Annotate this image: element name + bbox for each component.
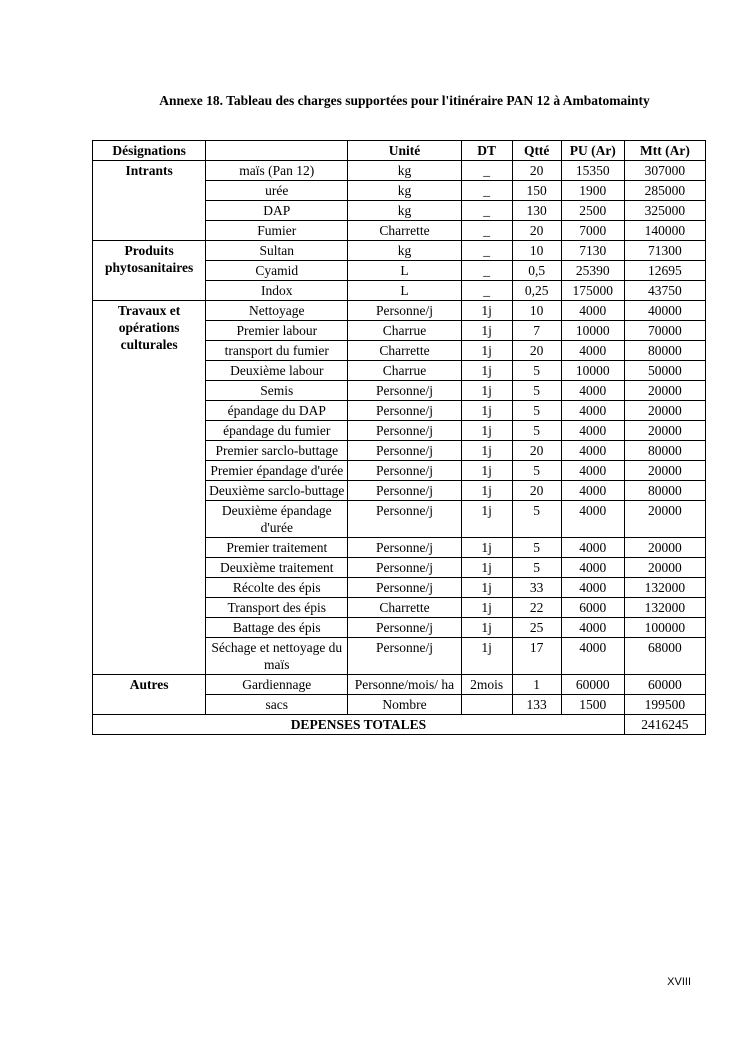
mtt-cell: 80000 bbox=[624, 481, 705, 501]
qtte-cell: 0,25 bbox=[512, 281, 561, 301]
pu-cell: 4000 bbox=[561, 638, 624, 675]
pu-cell: 10000 bbox=[561, 321, 624, 341]
unite-cell: kg bbox=[348, 161, 461, 181]
pu-cell: 4000 bbox=[561, 301, 624, 321]
dt-cell: 1j bbox=[461, 441, 512, 461]
document-title: Annexe 18. Tableau des charges supportées pour l'itinéraire PAN 12 à Ambatomainty bbox=[159, 93, 650, 108]
unite-cell: Charrette bbox=[348, 221, 461, 241]
total-value: 2416245 bbox=[624, 715, 705, 735]
dt-cell: _ bbox=[461, 221, 512, 241]
designation-cell: DAP bbox=[206, 201, 348, 221]
total-row bbox=[93, 715, 706, 735]
designation-cell: sacs bbox=[206, 695, 348, 715]
pu-cell: 4000 bbox=[561, 441, 624, 461]
mtt-cell: 80000 bbox=[624, 341, 705, 361]
pu-cell: 4000 bbox=[561, 538, 624, 558]
qtte-cell: 20 bbox=[512, 441, 561, 461]
designation-cell: Battage des épis bbox=[206, 618, 348, 638]
qtte-cell: 20 bbox=[512, 481, 561, 501]
unite-cell: Charrette bbox=[348, 341, 461, 361]
qtte-cell: 1 bbox=[512, 675, 561, 695]
mtt-cell: 43750 bbox=[624, 281, 705, 301]
dt-cell: 1j bbox=[461, 321, 512, 341]
pu-cell: 4000 bbox=[561, 558, 624, 578]
designation-cell: urée bbox=[206, 181, 348, 201]
mtt-cell: 20000 bbox=[624, 381, 705, 401]
qtte-cell: 5 bbox=[512, 558, 561, 578]
designation-cell: Transport des épis bbox=[206, 598, 348, 618]
page-number: XVIII bbox=[667, 976, 691, 988]
qtte-cell: 5 bbox=[512, 361, 561, 381]
mtt-cell: 70000 bbox=[624, 321, 705, 341]
pu-cell: 4000 bbox=[561, 481, 624, 501]
qtte-cell: 20 bbox=[512, 161, 561, 181]
mtt-cell: 20000 bbox=[624, 421, 705, 441]
unite-cell: Personne/mois/ ha bbox=[348, 675, 461, 695]
qtte-cell: 10 bbox=[512, 241, 561, 261]
qtte-cell: 5 bbox=[512, 501, 561, 538]
table-row bbox=[93, 241, 706, 261]
designation-cell: Cyamid bbox=[206, 261, 348, 281]
unite-cell: Personne/j bbox=[348, 501, 461, 538]
designation-cell: épandage du fumier bbox=[206, 421, 348, 441]
pu-cell: 60000 bbox=[561, 675, 624, 695]
dt-cell: 1j bbox=[461, 578, 512, 598]
pu-cell: 2500 bbox=[561, 201, 624, 221]
total-label: DEPENSES TOTALES bbox=[93, 715, 625, 735]
unite-cell: Personne/j bbox=[348, 558, 461, 578]
dt-cell: 1j bbox=[461, 638, 512, 675]
pu-cell: 4000 bbox=[561, 401, 624, 421]
category-cell: Travaux et opérations culturales bbox=[93, 301, 206, 675]
mtt-cell: 68000 bbox=[624, 638, 705, 675]
mtt-cell: 20000 bbox=[624, 401, 705, 421]
mtt-cell: 80000 bbox=[624, 441, 705, 461]
pu-cell: 4000 bbox=[561, 578, 624, 598]
pu-cell: 4000 bbox=[561, 618, 624, 638]
mtt-cell: 100000 bbox=[624, 618, 705, 638]
dt-cell: _ bbox=[461, 281, 512, 301]
unite-cell: L bbox=[348, 281, 461, 301]
dt-cell: 1j bbox=[461, 421, 512, 441]
table-row bbox=[93, 675, 706, 695]
header-qtte: Qtté bbox=[512, 141, 561, 161]
qtte-cell: 5 bbox=[512, 401, 561, 421]
unite-cell: Personne/j bbox=[348, 421, 461, 441]
unite-cell: Personne/j bbox=[348, 381, 461, 401]
dt-cell: 1j bbox=[461, 598, 512, 618]
pu-cell: 4000 bbox=[561, 341, 624, 361]
header-dt: DT bbox=[461, 141, 512, 161]
mtt-cell: 325000 bbox=[624, 201, 705, 221]
designation-cell: Nettoyage bbox=[206, 301, 348, 321]
dt-cell: _ bbox=[461, 161, 512, 181]
dt-cell: 1j bbox=[461, 341, 512, 361]
qtte-cell: 22 bbox=[512, 598, 561, 618]
unite-cell: Charrue bbox=[348, 321, 461, 341]
unite-cell: Charrue bbox=[348, 361, 461, 381]
table-header-row bbox=[93, 141, 706, 161]
table-row bbox=[93, 301, 706, 321]
unite-cell: Personne/j bbox=[348, 638, 461, 675]
pu-cell: 7000 bbox=[561, 221, 624, 241]
designation-cell: Gardiennage bbox=[206, 675, 348, 695]
designation-cell: transport du fumier bbox=[206, 341, 348, 361]
dt-cell: 1j bbox=[461, 361, 512, 381]
header-blank bbox=[206, 141, 348, 161]
designation-cell: Sultan bbox=[206, 241, 348, 261]
mtt-cell: 20000 bbox=[624, 538, 705, 558]
unite-cell: Personne/j bbox=[348, 401, 461, 421]
designation-cell: Deuxième labour bbox=[206, 361, 348, 381]
qtte-cell: 150 bbox=[512, 181, 561, 201]
unite-cell: Personne/j bbox=[348, 461, 461, 481]
unite-cell: Personne/j bbox=[348, 578, 461, 598]
designation-cell: épandage du DAP bbox=[206, 401, 348, 421]
dt-cell: _ bbox=[461, 201, 512, 221]
dt-cell: 1j bbox=[461, 618, 512, 638]
mtt-cell: 132000 bbox=[624, 598, 705, 618]
mtt-cell: 307000 bbox=[624, 161, 705, 181]
category-cell: Intrants bbox=[93, 161, 206, 241]
designation-cell: maïs (Pan 12) bbox=[206, 161, 348, 181]
qtte-cell: 10 bbox=[512, 301, 561, 321]
dt-cell: _ bbox=[461, 261, 512, 281]
designation-cell: Indox bbox=[206, 281, 348, 301]
dt-cell: 1j bbox=[461, 501, 512, 538]
qtte-cell: 5 bbox=[512, 381, 561, 401]
dt-cell: 2mois bbox=[461, 675, 512, 695]
mtt-cell: 20000 bbox=[624, 558, 705, 578]
designation-cell: Récolte des épis bbox=[206, 578, 348, 598]
unite-cell: Personne/j bbox=[348, 481, 461, 501]
designation-cell: Deuxième épandage d'urée bbox=[206, 501, 348, 538]
mtt-cell: 132000 bbox=[624, 578, 705, 598]
pu-cell: 1900 bbox=[561, 181, 624, 201]
designation-cell: Semis bbox=[206, 381, 348, 401]
dt-cell: 1j bbox=[461, 381, 512, 401]
qtte-cell: 0,5 bbox=[512, 261, 561, 281]
header-pu: PU (Ar) bbox=[561, 141, 624, 161]
pu-cell: 25390 bbox=[561, 261, 624, 281]
unite-cell: Personne/j bbox=[348, 301, 461, 321]
pu-cell: 1500 bbox=[561, 695, 624, 715]
qtte-cell: 5 bbox=[512, 461, 561, 481]
pu-cell: 4000 bbox=[561, 381, 624, 401]
dt-cell: 1j bbox=[461, 538, 512, 558]
dt-cell: 1j bbox=[461, 401, 512, 421]
charges-table bbox=[92, 140, 706, 735]
mtt-cell: 140000 bbox=[624, 221, 705, 241]
category-cell: Produits phytosanitaires bbox=[93, 241, 206, 301]
dt-cell: _ bbox=[461, 241, 512, 261]
pu-cell: 10000 bbox=[561, 361, 624, 381]
mtt-cell: 199500 bbox=[624, 695, 705, 715]
unite-cell: Personne/j bbox=[348, 538, 461, 558]
table-row bbox=[93, 161, 706, 181]
pu-cell: 6000 bbox=[561, 598, 624, 618]
pu-cell: 175000 bbox=[561, 281, 624, 301]
pu-cell: 4000 bbox=[561, 501, 624, 538]
mtt-cell: 40000 bbox=[624, 301, 705, 321]
mtt-cell: 20000 bbox=[624, 461, 705, 481]
dt-cell: 1j bbox=[461, 301, 512, 321]
qtte-cell: 20 bbox=[512, 341, 561, 361]
table-body bbox=[93, 161, 706, 715]
header-mtt: Mtt (Ar) bbox=[624, 141, 705, 161]
unite-cell: Charrette bbox=[348, 598, 461, 618]
qtte-cell: 17 bbox=[512, 638, 561, 675]
mtt-cell: 20000 bbox=[624, 501, 705, 538]
qtte-cell: 7 bbox=[512, 321, 561, 341]
pu-cell: 4000 bbox=[561, 461, 624, 481]
qtte-cell: 130 bbox=[512, 201, 561, 221]
unite-cell: L bbox=[348, 261, 461, 281]
designation-cell: Séchage et nettoyage du maïs bbox=[206, 638, 348, 675]
unite-cell: Personne/j bbox=[348, 618, 461, 638]
mtt-cell: 50000 bbox=[624, 361, 705, 381]
category-cell: Autres bbox=[93, 675, 206, 715]
mtt-cell: 285000 bbox=[624, 181, 705, 201]
designation-cell: Deuxième sarclo-buttage bbox=[206, 481, 348, 501]
pu-cell: 4000 bbox=[561, 421, 624, 441]
designation-cell: Fumier bbox=[206, 221, 348, 241]
qtte-cell: 25 bbox=[512, 618, 561, 638]
qtte-cell: 5 bbox=[512, 538, 561, 558]
unite-cell: kg bbox=[348, 241, 461, 261]
pu-cell: 15350 bbox=[561, 161, 624, 181]
dt-cell bbox=[461, 695, 512, 715]
designation-cell: Premier épandage d'urée bbox=[206, 461, 348, 481]
designation-cell: Deuxième traitement bbox=[206, 558, 348, 578]
mtt-cell: 71300 bbox=[624, 241, 705, 261]
pu-cell: 7130 bbox=[561, 241, 624, 261]
unite-cell: kg bbox=[348, 201, 461, 221]
designation-cell: Premier labour bbox=[206, 321, 348, 341]
mtt-cell: 12695 bbox=[624, 261, 705, 281]
dt-cell: 1j bbox=[461, 461, 512, 481]
qtte-cell: 20 bbox=[512, 221, 561, 241]
unite-cell: Nombre bbox=[348, 695, 461, 715]
qtte-cell: 133 bbox=[512, 695, 561, 715]
dt-cell: _ bbox=[461, 181, 512, 201]
mtt-cell: 60000 bbox=[624, 675, 705, 695]
designation-cell: Premier traitement bbox=[206, 538, 348, 558]
header-unite: Unité bbox=[348, 141, 461, 161]
designation-cell: Premier sarclo-buttage bbox=[206, 441, 348, 461]
unite-cell: kg bbox=[348, 181, 461, 201]
qtte-cell: 5 bbox=[512, 421, 561, 441]
unite-cell: Personne/j bbox=[348, 441, 461, 461]
dt-cell: 1j bbox=[461, 558, 512, 578]
dt-cell: 1j bbox=[461, 481, 512, 501]
qtte-cell: 33 bbox=[512, 578, 561, 598]
header-designations: Désignations bbox=[93, 141, 206, 161]
